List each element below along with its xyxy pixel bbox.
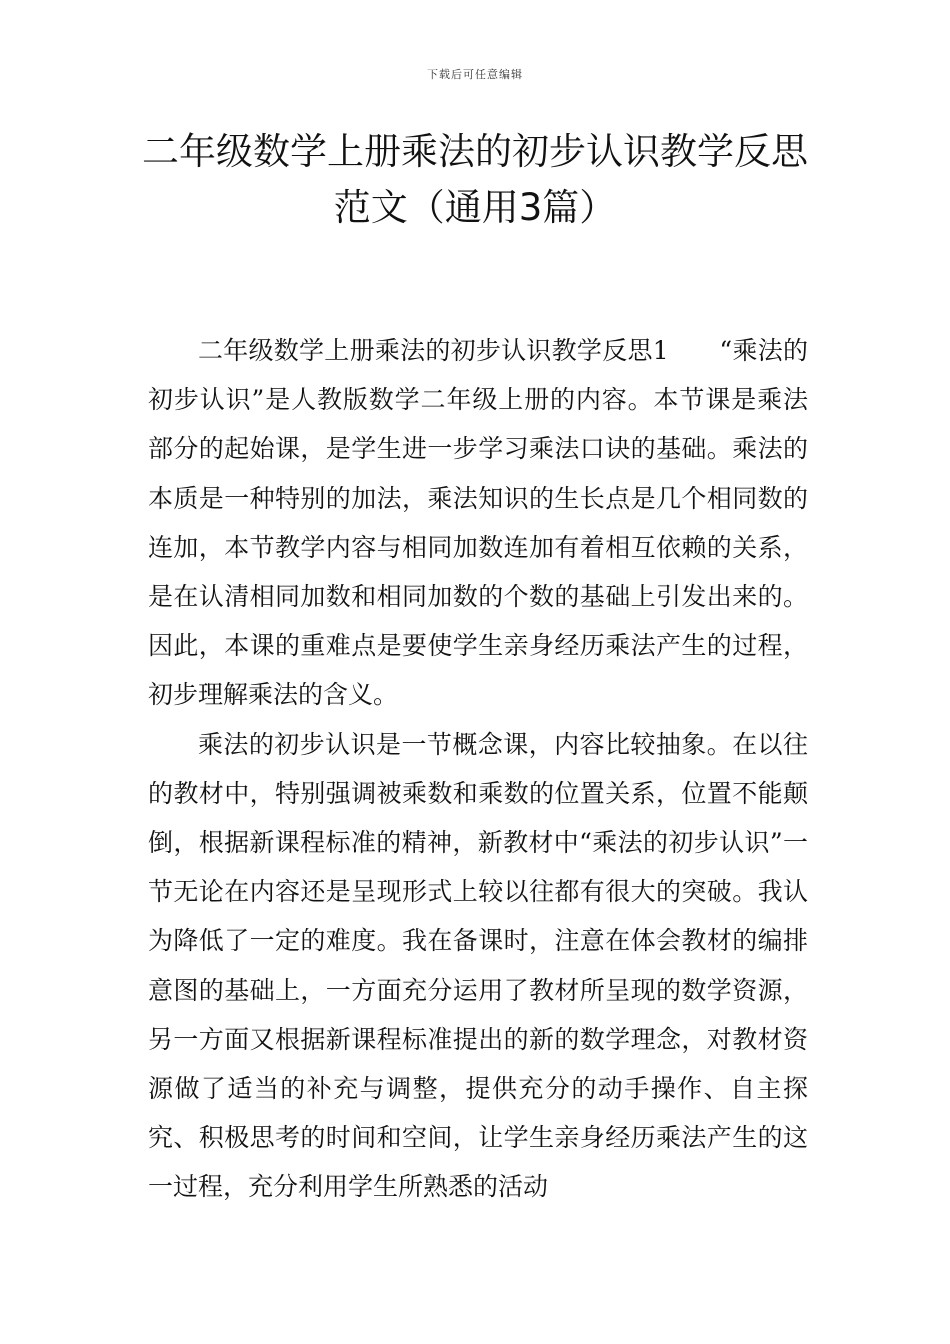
title-line-2: 范文（通用3篇）	[333, 186, 617, 229]
document-body	[148, 326, 808, 1212]
title-line-1: 二年级数学上册乘法的初步认识教学反思	[142, 130, 808, 173]
paragraph-2: 乘法的初步认识是一节概念课，内容比较抽象。在以往的教材中，特别强调被乘数和乘数的位置关系，位置不能颠倒，根据新课程标准的精神，新教材中“乘法的初步认识”一节无论在内容还是呈现形式上较以往都有很大的突破。我认为降低了一定的难度。我在备课时，注意在体会教材的编排意图的基础上，一方面充分运用了教材所呈现的数学资源，另一方面又根据新课程标准提出的新的数学理念，对教材资源做了适当的补充与调整，提供充分的动手操作、自主探究、积极思考的时间和空间，让学生亲身经历乘法产生的这一过程，充分利用学生所熟悉的活动	[148, 729, 808, 1202]
header-note: 下载后可任意编辑	[427, 68, 523, 81]
paragraph-1: 二年级数学上册乘法的初步认识教学反思1 “乘法的初步认识”是人教版数学二年级上册的内容。本节课是乘法部分的起始课，是学生进一步学习乘法口诀的基础。乘法的本质是一种特别的加法，乘法知识的生长点是几个相同数的连加，本节教学内容与相同加数连加有着相互依赖的关系，是在认清相同加数和相同加数的个数的基础上引发出来的。因此，本课的重难点是要使学生亲身经历乘法产生的过程，初步理解乘法的含义。	[148, 336, 808, 710]
document-title	[120, 124, 830, 236]
